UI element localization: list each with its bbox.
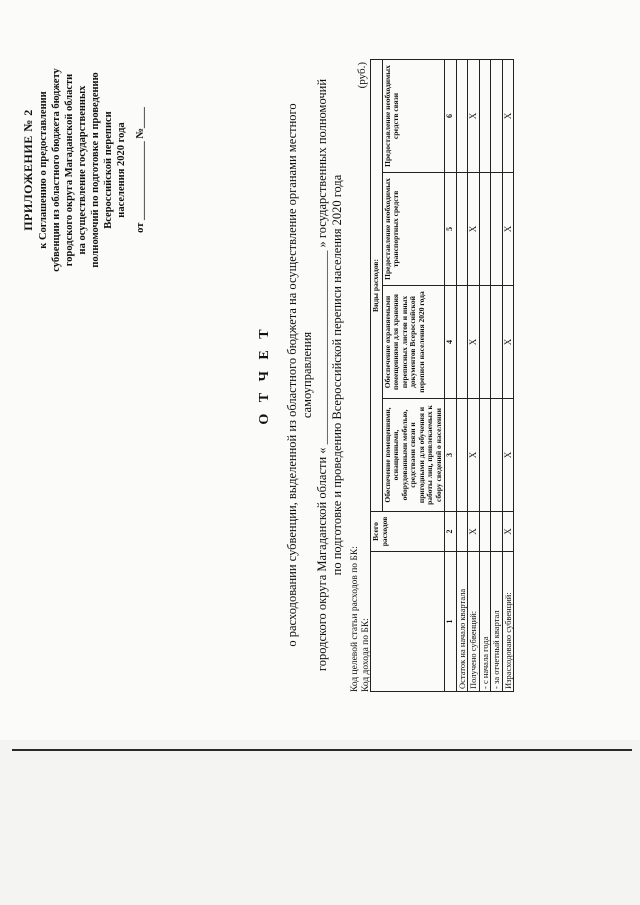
table-row	[479, 59, 491, 691]
table-cell	[491, 173, 503, 286]
row-label: Израсходовано субвенций:	[502, 552, 514, 692]
appendix-line: субвенции из областного бюджета бюджету	[51, 68, 62, 272]
report-subtitle	[285, 70, 345, 680]
appendix-line: Всероссийской переписи	[103, 111, 114, 229]
row-label: Остаток на начало квартала	[456, 552, 468, 692]
rotated-document	[12, 50, 622, 700]
column-number-row	[445, 59, 457, 691]
appendix-line: на осуществление государственных	[77, 85, 88, 255]
table-cell: Х	[468, 286, 480, 399]
table-cell	[479, 59, 491, 172]
table-header-row	[371, 59, 383, 691]
header-group: Виды расходов:	[371, 59, 383, 511]
subtitle-line: городского округа Магаданской области « _______________________________ » государственных полномочий	[315, 78, 329, 672]
header-type: Обеспечение помещениями, оснащенными, оборудованными мебелью, средствами связи и пригодными для обучения и работы лиц, привлекаемых к сбору сведений о населении	[382, 399, 445, 512]
appendix-line: городского округа Магаданской области	[64, 73, 75, 267]
table-cell: Х	[502, 399, 514, 512]
column-number: 6	[445, 59, 457, 172]
report-title: О Т Ч Е Т	[257, 325, 272, 425]
table-cell	[456, 286, 468, 399]
code-income-label: Код дохода по БК:	[361, 618, 371, 692]
table-cell	[479, 512, 491, 552]
column-number: 1	[445, 552, 457, 692]
page-divider	[12, 749, 632, 751]
appendix-line: населения 2020 года	[116, 122, 127, 218]
column-number: 3	[445, 399, 457, 512]
table-row	[502, 59, 514, 691]
row-label: - за отчетный квартал	[491, 552, 503, 692]
appendix-line: полномочий по подготовке и проведению	[90, 72, 101, 268]
table-cell	[479, 399, 491, 512]
table-cell	[456, 173, 468, 286]
unit-label: (руб.)	[356, 62, 368, 89]
table-row	[491, 59, 503, 691]
table-cell	[479, 286, 491, 399]
row-label: Получено субвенций:	[468, 552, 480, 692]
budget-codes	[350, 546, 372, 692]
table-cell	[456, 512, 468, 552]
table-row	[456, 59, 468, 691]
table-cell: Х	[502, 512, 514, 552]
appendix-line: к Соглашению о предоставлении	[38, 91, 49, 249]
subtitle-line: по подготовке и проведению Всероссийской переписи населения 2020 года	[330, 174, 344, 576]
table-cell: Х	[468, 173, 480, 286]
table-cell: Х	[502, 286, 514, 399]
row-label: - с начала года	[479, 552, 491, 692]
table-cell	[491, 512, 503, 552]
appendix-date-line: от _______________ №____	[135, 107, 146, 233]
code-target-label: Код целевой статьи расходов по БК:	[350, 546, 360, 692]
header-empty-cell	[371, 552, 445, 692]
report-table	[370, 59, 514, 692]
column-number: 2	[445, 512, 457, 552]
appendix-block	[22, 60, 147, 280]
table-cell: Х	[502, 173, 514, 286]
table-cell	[491, 286, 503, 399]
table-cell	[456, 399, 468, 512]
table-cell: Х	[502, 59, 514, 172]
table-cell: Х	[468, 59, 480, 172]
appendix-heading: ПРИЛОЖЕНИЕ № 2	[21, 109, 35, 231]
header-type: Предоставление необходимых транспортных средств	[382, 173, 445, 286]
column-number: 5	[445, 173, 457, 286]
table-cell	[479, 173, 491, 286]
header-total: Всего расходов	[371, 512, 445, 552]
header-type: Обеспечение охраняемыми помещениями для хранения переписных листов и иных документов Всероссийской переписи населения 2020 года	[382, 286, 445, 399]
table-cell: Х	[468, 512, 480, 552]
column-number: 4	[445, 286, 457, 399]
table-cell	[491, 399, 503, 512]
header-type: Предоставление необходимых средств связи	[382, 59, 445, 172]
table-cell	[456, 59, 468, 172]
subtitle-line: о расходовании субвенции, выделенной из областного бюджета на осуществление органами местного самоуправления	[285, 103, 314, 647]
table-row	[468, 59, 480, 691]
table-cell	[491, 59, 503, 172]
table-cell: Х	[468, 399, 480, 512]
